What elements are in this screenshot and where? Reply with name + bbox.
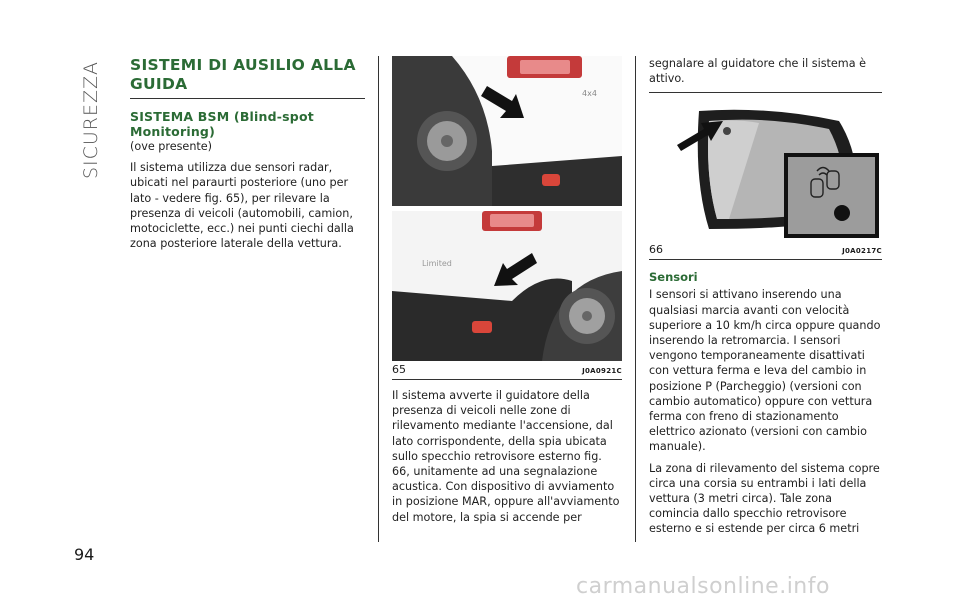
sensors-heading: Sensori	[649, 270, 698, 285]
figure-top-rule	[649, 92, 882, 93]
column-divider-2	[635, 56, 636, 542]
photo-right-rear	[392, 211, 622, 361]
svg-text:Limited: Limited	[422, 259, 452, 268]
section-tab	[76, 60, 106, 180]
figure-number: 65	[392, 363, 406, 376]
sensors-paragraph-2: La zona di rilevamento del sistema copre circa una corsia su entrambi i lati della vettura (3 metri circa). Tale zona comincia dallo specchio retrovisore esterno e si estende per circa 6 metri	[649, 461, 880, 536]
column-2	[392, 56, 622, 531]
figure-65-caption	[392, 361, 622, 380]
sensors-paragraph-1: I sensori si attivano inserendo una qualsiasi marcia avanti con velocità superiore a 10 km/h circa oppure quando inserendo la retromarcia. I sensori vengono temporaneamente disattivati con vettura ferma e leva del cambio in posizione P (Parcheggio) (versioni con cambio automatico) oppure con vettura ferma con freno di stazionamento elettrico azionato (versioni con cambio manuale).	[649, 288, 881, 454]
intro-paragraph: Il sistema utilizza due sensori radar, ubicati nel paraurti posteriore (uno per lato - vedere fig. 65), per rilevare la presenza di veicoli (automobili, camion, motociclette, ecc.) nei punti ciechi dalla zona posteriore laterale della vettura.	[130, 161, 354, 251]
figure-code: J0A0921C	[582, 367, 622, 375]
page-number: 94	[74, 545, 95, 564]
figure-code: J0A0217C	[842, 247, 882, 256]
svg-text:4x4: 4x4	[582, 89, 597, 98]
section-title: SISTEMI DI AUSILIO ALLA GUIDA	[130, 56, 365, 99]
continued-paragraph: segnalare al guidatore che il sistema è attivo.	[649, 57, 866, 86]
photo-left-rear	[392, 56, 622, 206]
rear-bumper-sensors-photo	[392, 56, 622, 361]
column-3	[649, 56, 882, 543]
warning-paragraph: Il sistema avverte il guidatore della presenza di veicoli nelle zone di rilevamento mediante l'accensione, dal lato corrispondente, della spia ubicata sullo specchio retrovisore esterno fig. 66, unitamente ad una segnalazione acustica. Con dispositivo di avviamento in posizione MAR, oppure all'avviamento del motore, la spia si accende per	[392, 389, 620, 524]
figure-number: 66	[649, 243, 663, 257]
column-1	[130, 56, 365, 257]
figure-65	[392, 56, 622, 380]
watermark: carmanualsonline.info	[576, 574, 830, 599]
availability-note: (ove presente)	[130, 140, 213, 153]
column-divider-1	[378, 56, 379, 542]
figure-66-caption	[649, 241, 882, 260]
figure-66	[649, 101, 882, 260]
side-mirror-indicator-photo	[649, 101, 882, 241]
section-tab-label: SICUREZZA	[80, 60, 102, 180]
subsection-title: SISTEMA BSM (Blind-spot Monitoring)	[130, 109, 314, 139]
